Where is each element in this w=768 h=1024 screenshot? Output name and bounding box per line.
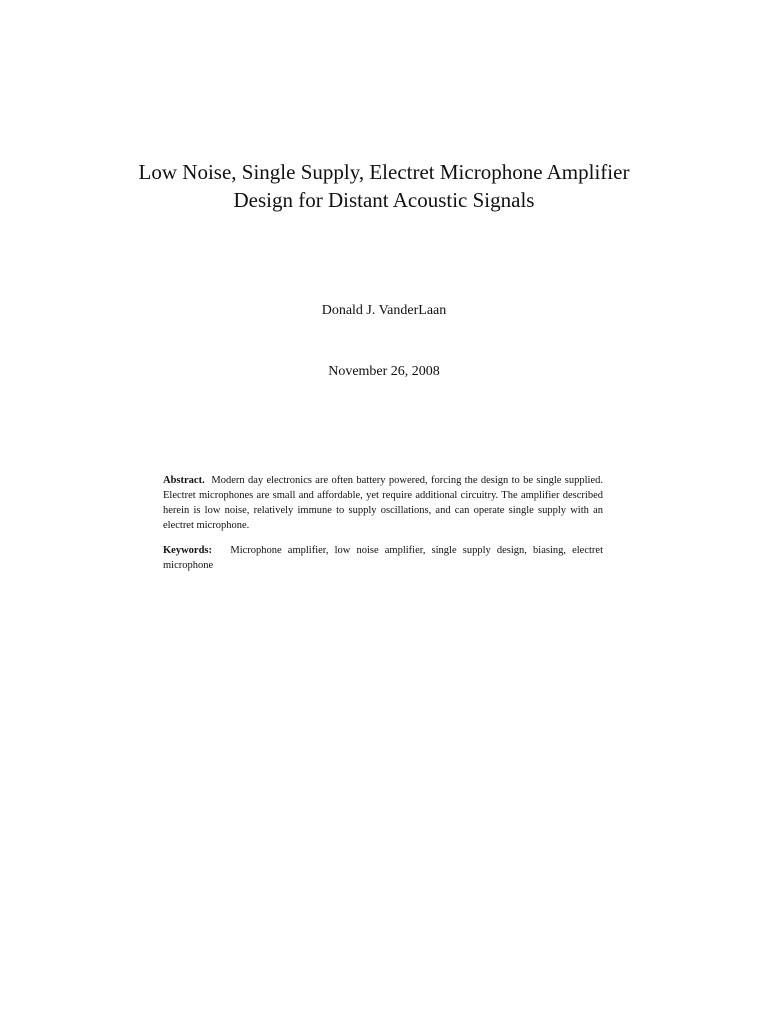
paper-title-line-2: Design for Distant Acoustic Signals [233, 188, 535, 212]
keywords-text: Microphone amplifier, low noise amplifier, single supply design, biasing, electret microphone [163, 545, 603, 571]
abstract-section [163, 473, 603, 573]
keywords-label: Keywords: [163, 545, 212, 556]
paper-title-line-1: Low Noise, Single Supply, Electret Microphone Amplifier [138, 160, 630, 184]
paper-title [0, 158, 768, 214]
paper-author: Donald J. VanderLaan [321, 303, 447, 318]
abstract-text: Modern day electronics are often battery powered, forcing the design to be single supplied. Electret microphones are small and affordable, yet require additional circuitry. The amplifier described herein is low noise, relatively immune to supply oscillations, and can operate single supply with an electret microphone. [163, 475, 603, 531]
abstract-paragraph [163, 473, 603, 533]
keywords-paragraph [163, 543, 603, 573]
paper-date: November 26, 2008 [328, 364, 440, 379]
abstract-label: Abstract. [163, 475, 205, 486]
